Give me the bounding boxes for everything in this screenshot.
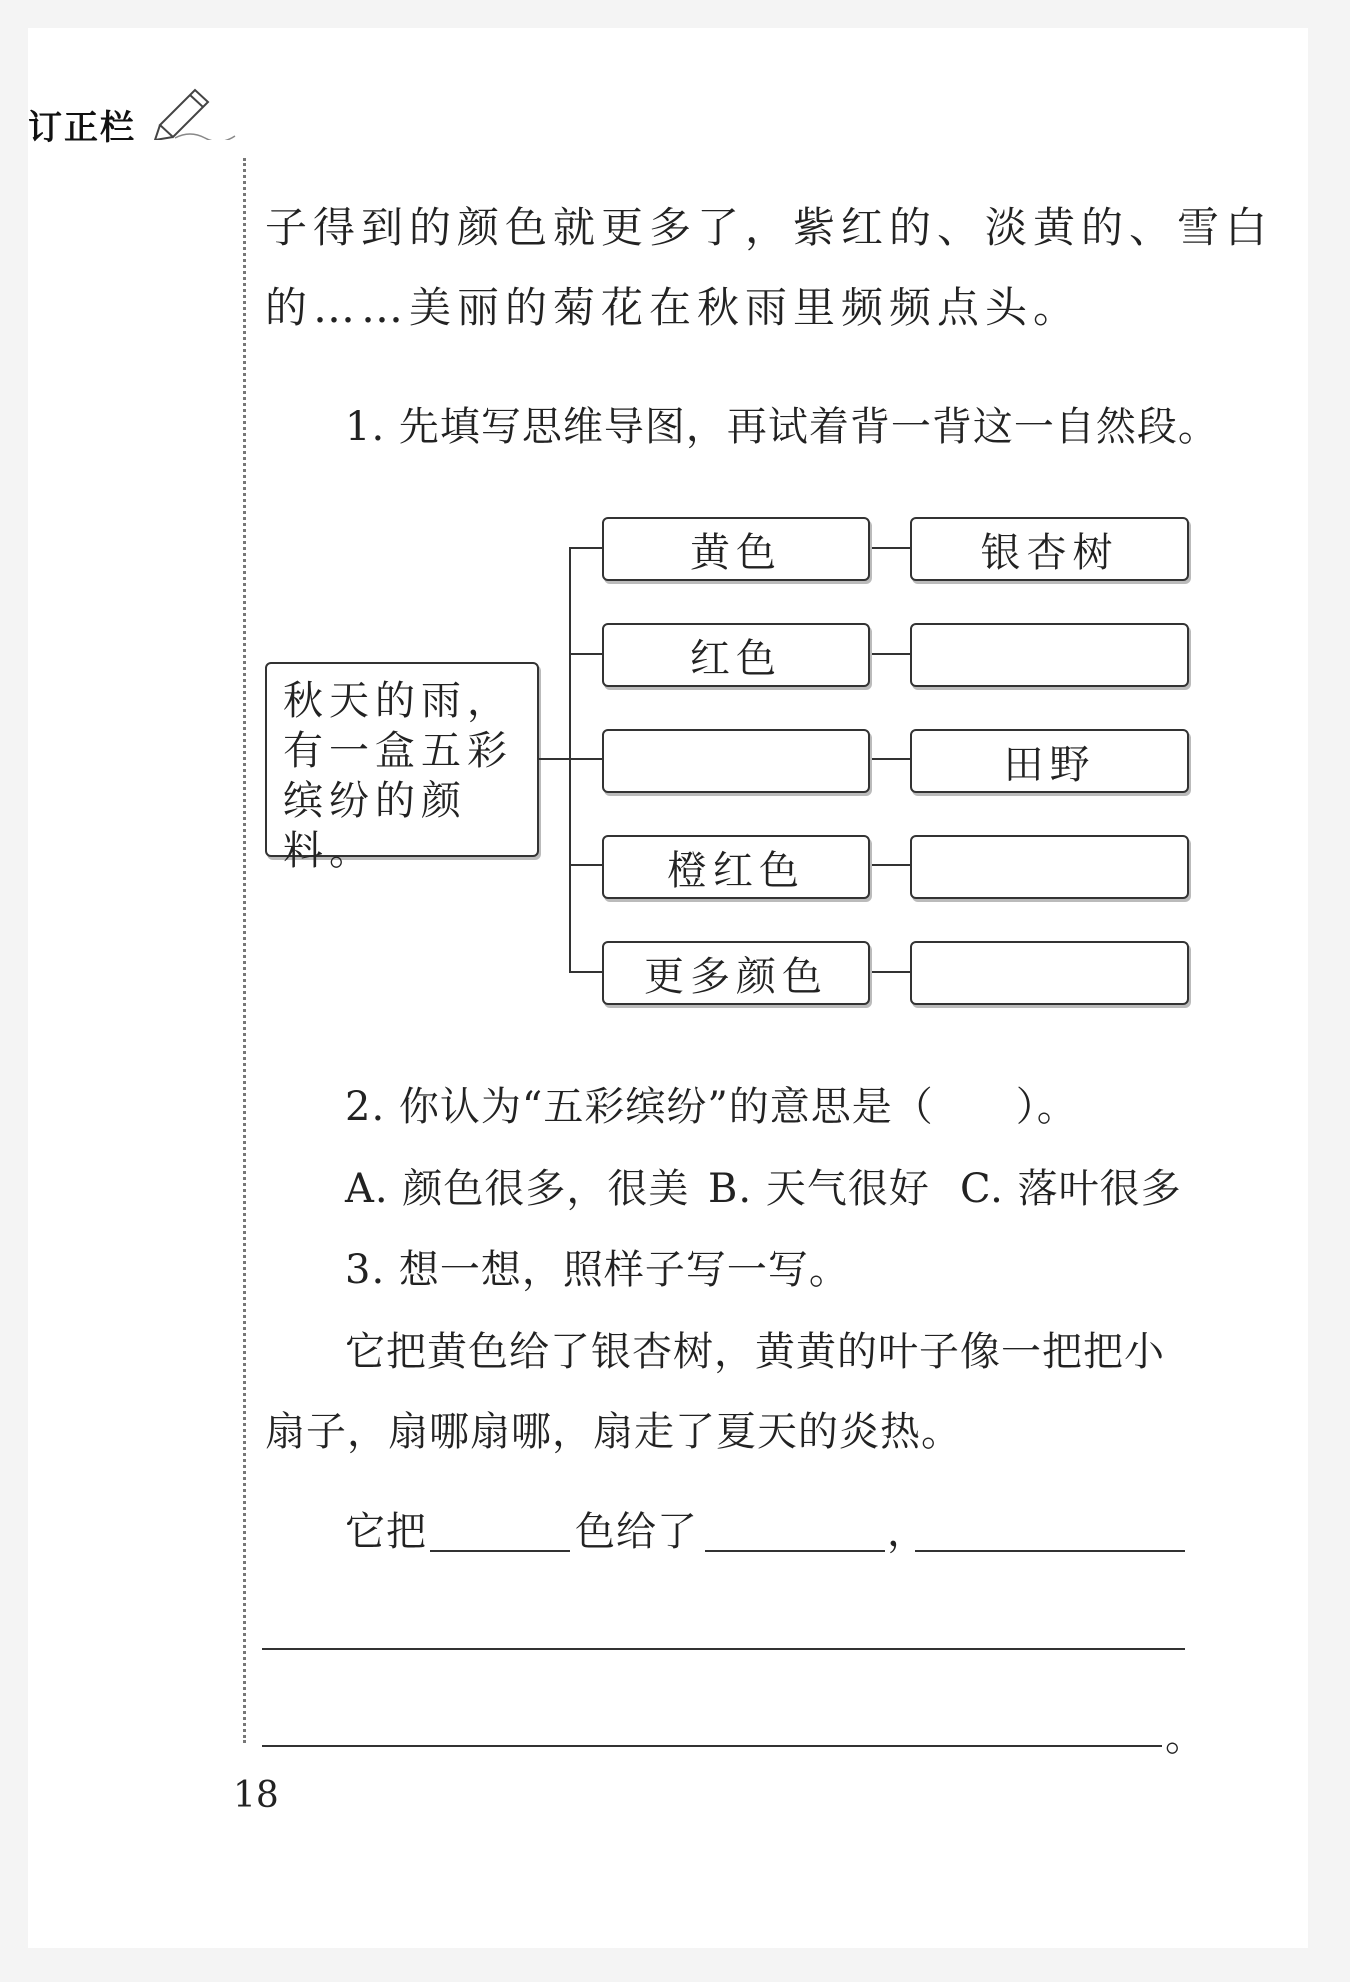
question-3-example-line-2: 扇子，扇哪扇哪，扇走了夏天的炎热。 <box>265 1409 962 1455</box>
mindmap-root-line: 有一盒五彩 <box>283 728 513 774</box>
answer-blank-description[interactable] <box>915 1550 1185 1552</box>
question-2-option-a: A. 颜色很多，很美 <box>345 1166 690 1212</box>
correction-column-label: 订正栏 <box>28 108 136 148</box>
mindmap-color-box: 黄色 <box>602 517 870 581</box>
fill-text-2: 色给了 <box>575 1509 698 1555</box>
question-2-option-c: C. 落叶很多 <box>960 1166 1182 1212</box>
question-3-prompt: 3. 想一想，照样子写一写。 <box>345 1247 850 1293</box>
mindmap-connector <box>569 547 602 549</box>
mindmap-connector <box>539 758 571 760</box>
mindmap-connector <box>569 971 602 973</box>
answer-line[interactable] <box>262 1648 1185 1650</box>
mindmap-thing-box: 银杏树 <box>910 517 1189 581</box>
correction-margin-divider <box>243 158 246 1743</box>
mindmap-connector <box>866 547 910 549</box>
pencil-icon <box>150 80 240 140</box>
mindmap-color-box: 橙红色 <box>602 835 870 899</box>
mindmap-color-box-blank[interactable] <box>602 729 870 793</box>
question-3-example-line-1: 它把黄色给了银杏树，黄黄的叶子像一把把小 <box>345 1329 1165 1375</box>
mindmap-thing-box-blank[interactable] <box>910 835 1189 899</box>
mindmap-connector <box>866 971 910 973</box>
mindmap-thing-box-blank[interactable] <box>910 941 1189 1005</box>
fill-comma: ， <box>887 1509 928 1555</box>
passage-line-1: 子得到的颜色就更多了，紫红的、淡黄的、雪白 <box>265 203 1274 252</box>
mindmap-thing-box-blank[interactable] <box>910 623 1189 687</box>
page-number: 18 <box>233 1775 279 1816</box>
mindmap-connector <box>866 864 910 866</box>
mindmap-color-box: 更多颜色 <box>602 941 870 1005</box>
mindmap-trunk <box>569 547 571 973</box>
mindmap-connector <box>866 653 910 655</box>
question-2-prompt: 2. 你认为“五彩缤纷”的意思是（ ）。 <box>345 1084 1078 1130</box>
mindmap-connector <box>569 864 602 866</box>
mindmap-color-box: 红色 <box>602 623 870 687</box>
answer-blank-object[interactable] <box>705 1550 885 1552</box>
question-1-prompt: 1. 先填写思维导图，再试着背一背这一自然段。 <box>345 404 1219 450</box>
mindmap-root-line: 缤纷的颜料。 <box>283 778 467 874</box>
question-2-option-b: B. 天气很好 <box>708 1166 930 1212</box>
mindmap-root <box>265 662 539 874</box>
fill-end-period: 。 <box>1165 1714 1206 1760</box>
passage-line-2: 的……美丽的菊花在秋雨里频频点头。 <box>265 283 1082 332</box>
mindmap-connector <box>569 758 602 760</box>
fill-text-1: 它把 <box>345 1509 427 1555</box>
answer-blank-color[interactable] <box>430 1550 570 1552</box>
answer-line[interactable] <box>262 1745 1162 1747</box>
mindmap-root-line: 秋天的雨， <box>283 678 513 724</box>
mindmap-connector <box>569 653 602 655</box>
mindmap-connector <box>866 758 910 760</box>
mindmap-thing-box: 田野 <box>910 729 1189 793</box>
